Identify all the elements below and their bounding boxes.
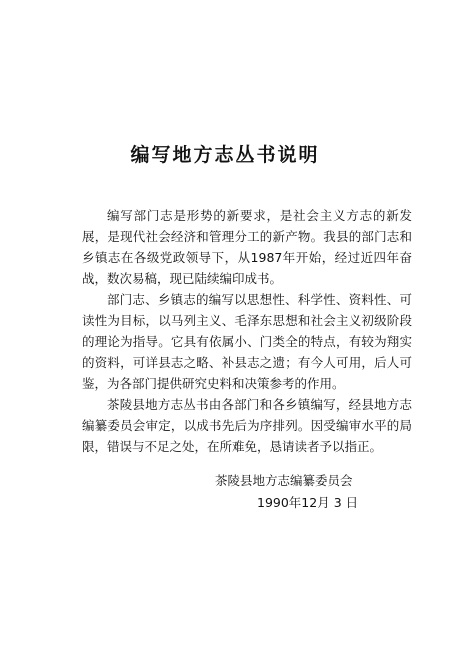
paragraph-2: 部门志、乡镇志的编写以思想性、科学性、资料性、可读性为目标，以马列主义、毛泽东思想和社会主义初级阶段的理论为指导。它具有依属小、门类全的特点，有较为翔实的资料，可详县志之略、补县志之遗；有今人可用，后人可鉴，为各部门提供研究史料和决策参考的作用。	[82, 292, 412, 391]
paragraph-1: 编写部门志是形势的新要求，是社会主义方志的新发展，是现代社会经济和管理分工的新产物。我县的部门志和乡镇志在各级党政领导下，从1987年开始，经过近四年奋战，数次易稿，现已陆续编印成书。	[82, 208, 412, 286]
document-title: 编写地方志丛书说明	[130, 144, 320, 166]
document-body	[82, 205, 412, 457]
signature-date: 1990年12月 3 日	[257, 495, 359, 510]
paragraph-3: 茶陵县地方志丛书由各部门和各乡镇编写，经县地方志编纂委员会审定，以成书先后为序排列。因受编审水平的局限，错误与不足之处，在所难免，恳请读者予以指正。	[82, 397, 412, 454]
signature-organization: 茶陵县地方志编纂委员会	[215, 473, 353, 488]
signature-block	[215, 470, 415, 514]
